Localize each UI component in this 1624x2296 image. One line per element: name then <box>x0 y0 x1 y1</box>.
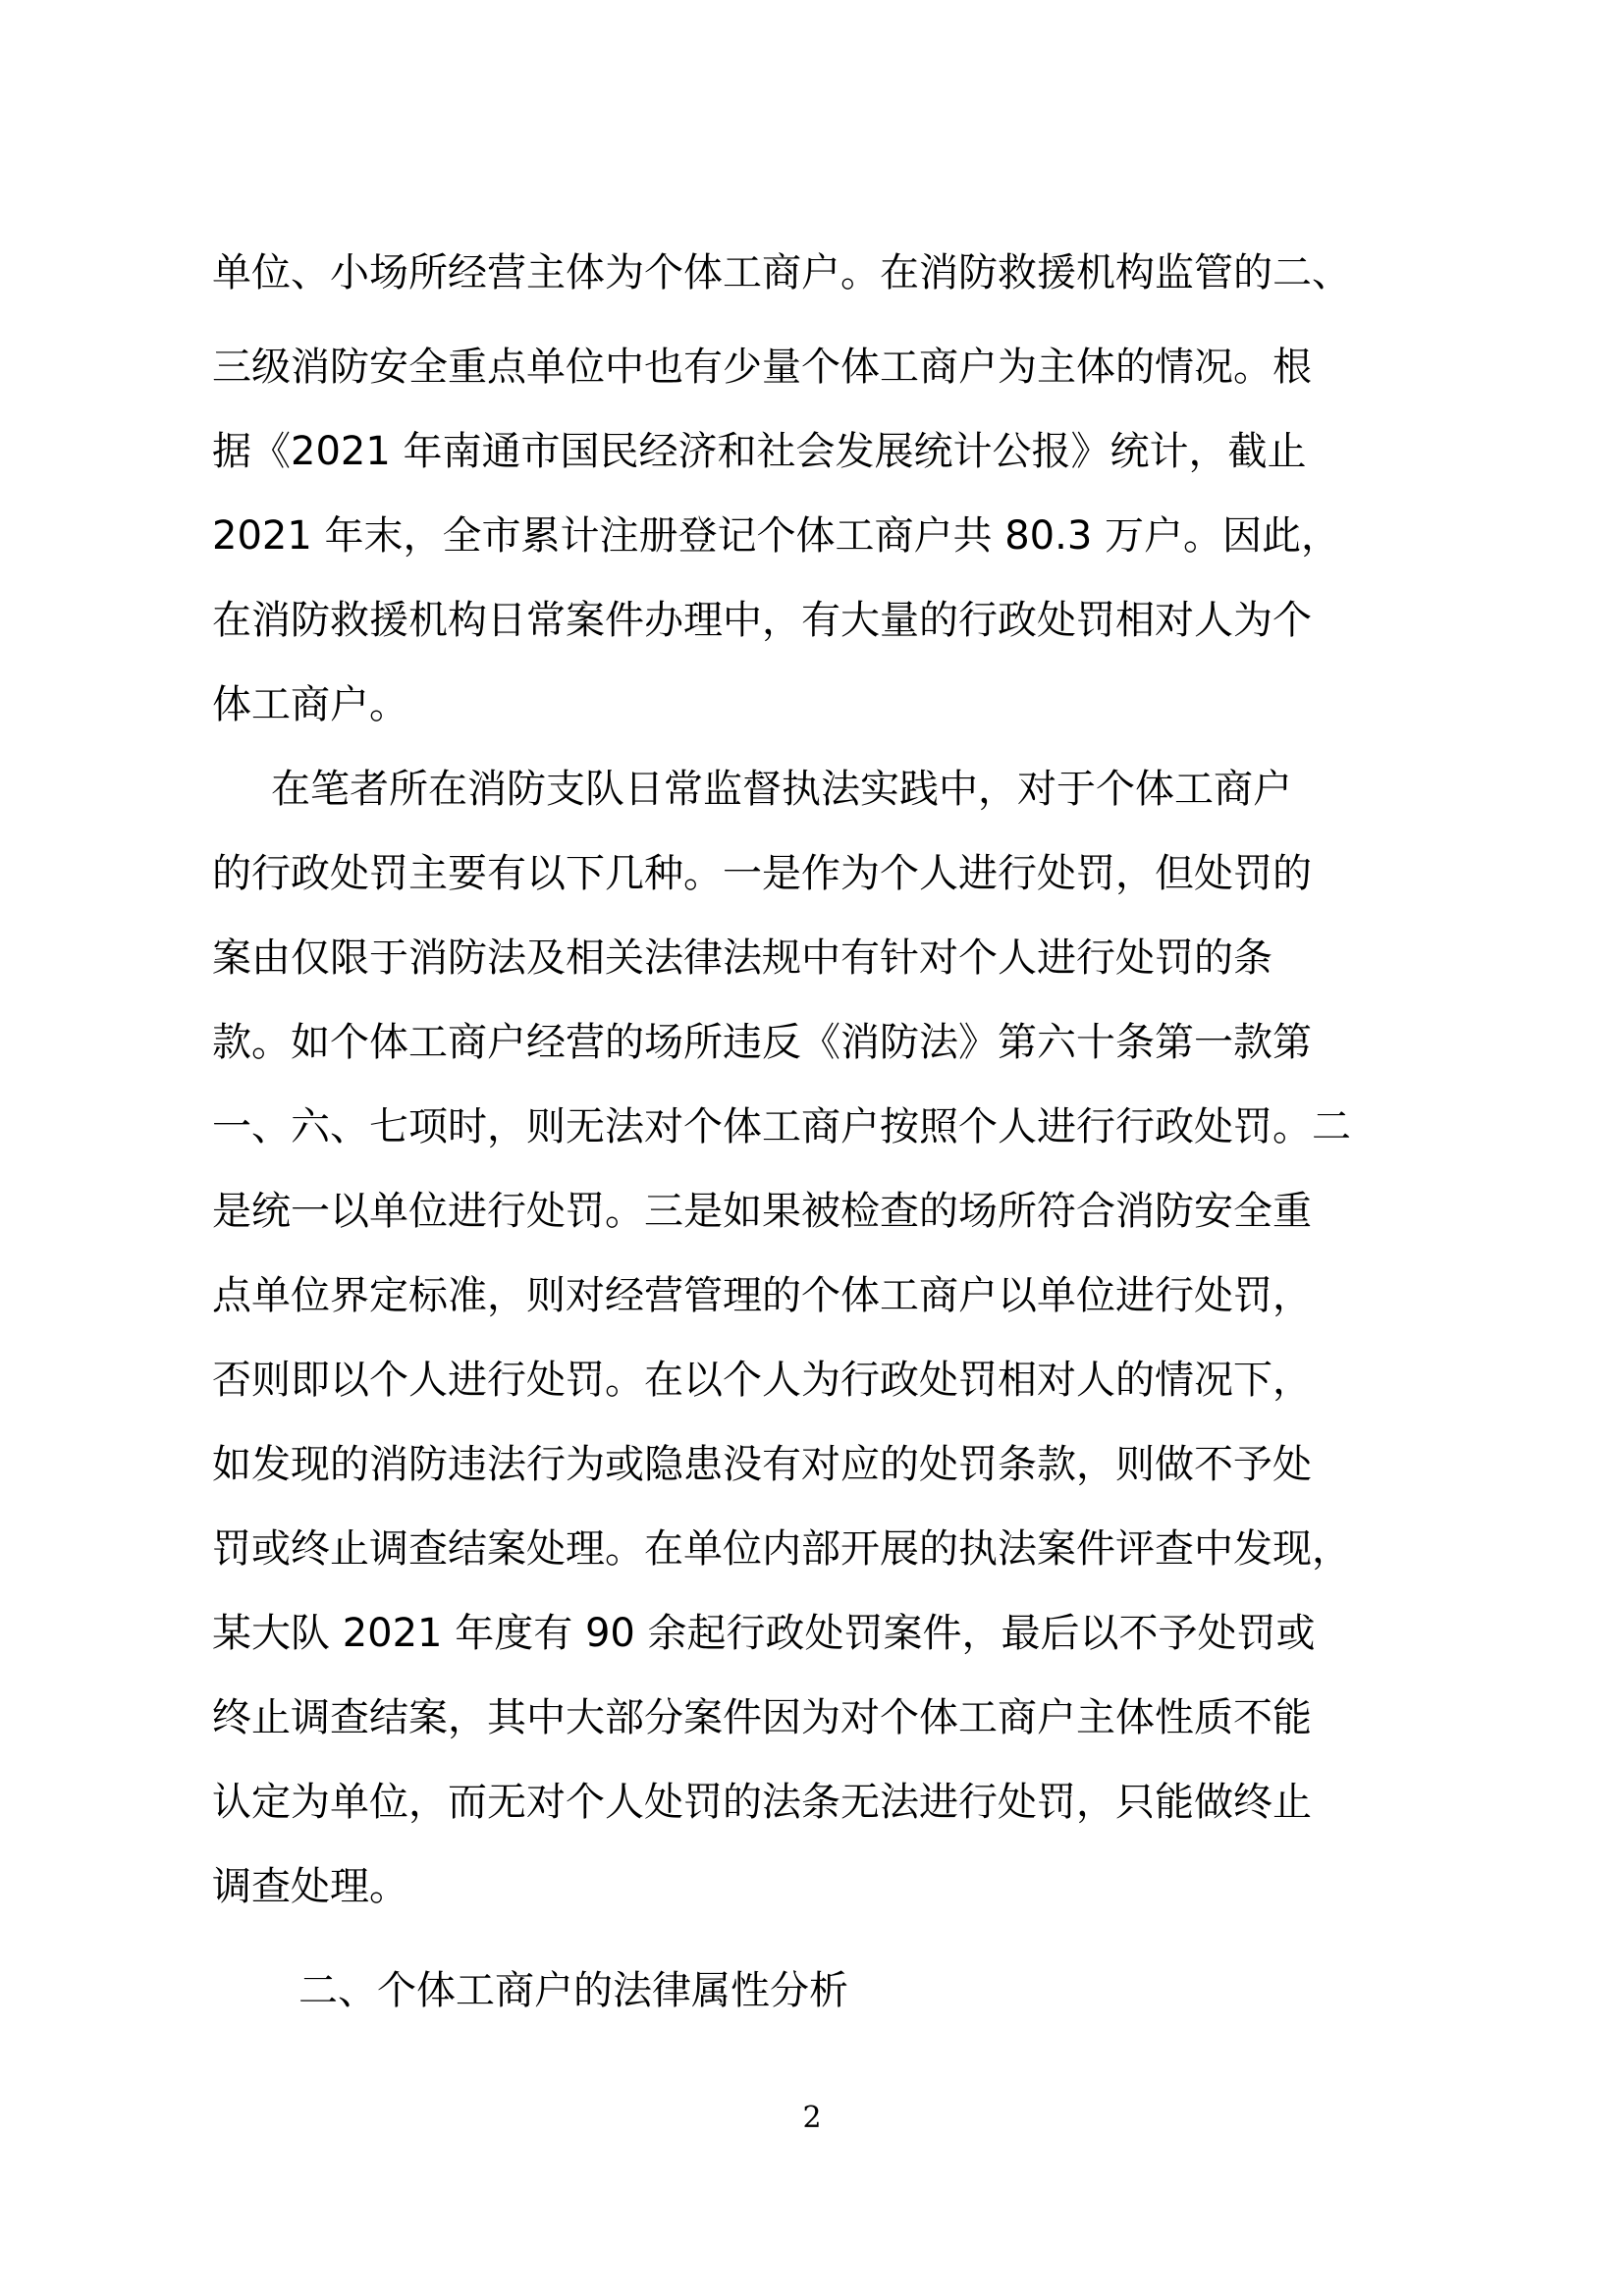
body-text-line: 案由仅限于消防法及相关法律法规中有针对个人进行处罚的条 <box>212 935 1272 981</box>
body-text-line: 某大队 2021 年度有 90 余起行政处罚案件，最后以不予处罚或 <box>212 1611 1316 1656</box>
body-text-line: 是统一以单位进行处罚。三是如果被检查的场所符合消防安全重 <box>212 1189 1312 1234</box>
body-text-line: 据《2021 年南通市国民经济和社会发展统计公报》统计，截止 <box>212 429 1307 474</box>
body-text-line: 如发现的消防违法行为或隐患没有对应的处罚条款，则做不予处 <box>212 1442 1312 1487</box>
body-text-line: 单位、小场所经营主体为个体工商户。在消防救援机构监管的二、 <box>212 250 1351 295</box>
body-text-line: 点单位界定标准，则对经营管理的个体工商户以单位进行处罚， <box>212 1273 1312 1318</box>
body-text-line: 的行政处罚主要有以下几种。一是作为个人进行处罚，但处罚的 <box>212 851 1312 896</box>
body-text-line: 款。如个体工商户经营的场所违反《消防法》第六十条第一款第 <box>212 1020 1312 1065</box>
body-text-line: 调查处理。 <box>212 1864 408 1909</box>
body-text-line: 在消防救援机构日常案件办理中，有大量的行政处罚相对人为个 <box>212 598 1312 643</box>
body-text-line: 三级消防安全重点单位中也有少量个体工商户为主体的情况。根 <box>212 345 1312 390</box>
body-text-line: 否则即以个人进行处罚。在以个人为行政处罚相对人的情况下， <box>212 1358 1312 1403</box>
body-text-line: 体工商户。 <box>212 682 408 727</box>
body-text-line: 在笔者所在消防支队日常监督执法实践中，对于个体工商户 <box>271 767 1292 812</box>
body-text-line: 罚或终止调查结案处理。在单位内部开展的执法案件评查中发现， <box>212 1526 1351 1572</box>
body-text-line: 终止调查结案，其中大部分案件因为对个体工商户主体性质不能 <box>212 1695 1312 1740</box>
page-number: 2 <box>802 2101 822 2135</box>
section-heading: 二、个体工商户的法律属性分析 <box>298 1968 848 2013</box>
body-text-line: 2021 年末，全市累计注册登记个体工商户共 80.3 万户。因此， <box>212 513 1341 559</box>
body-text-line: 认定为单位，而无对个人处罚的法条无法进行处罚，只能做终止 <box>212 1780 1312 1825</box>
body-text-line: 一、六、七项时，则无法对个体工商户按照个人进行行政处罚。二 <box>212 1104 1351 1149</box>
